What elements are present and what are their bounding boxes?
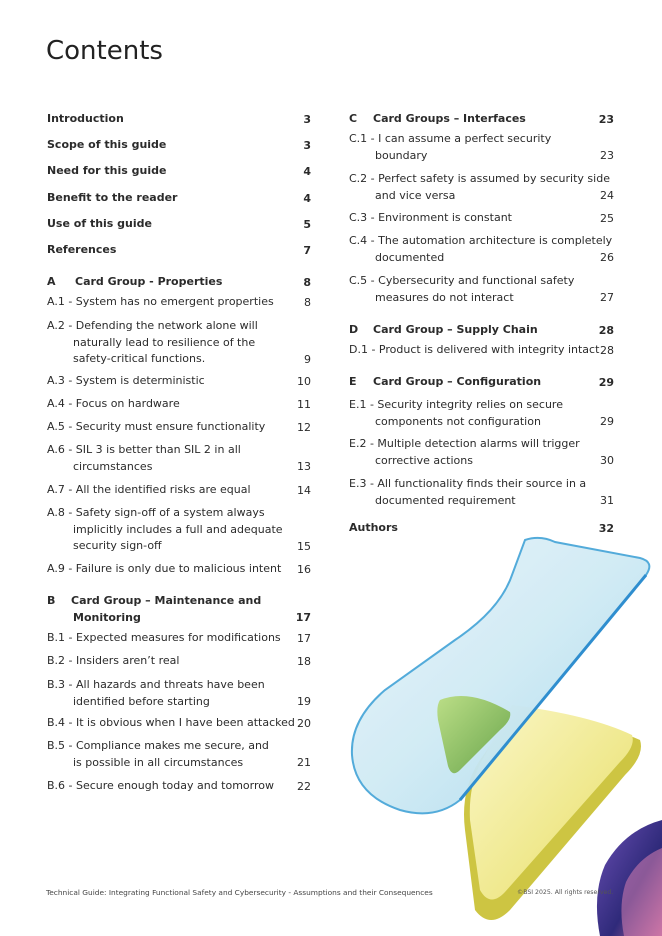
group-letter: B — [47, 594, 56, 607]
toc-entry-b4[interactable] — [47, 715, 311, 732]
toc-entry-e2[interactable] — [349, 436, 614, 469]
toc-entry-label: B.3 - All hazards and threats have been — [47, 678, 265, 691]
toc-entry-c4[interactable] — [349, 233, 614, 266]
decorative-glass-shapes-image — [340, 530, 662, 936]
toc-page-number: 22 — [297, 779, 311, 793]
footer-guide-title: Technical Guide: Integrating Functional Safety and Cybersecurity - Assumptions and their Consequences — [46, 888, 433, 897]
toc-entry-label: A.8 - Safety sign-off of a system always — [47, 506, 265, 519]
toc-entry-b1[interactable] — [47, 630, 311, 647]
toc-group-e[interactable] — [349, 374, 614, 391]
toc-page-number: 25 — [600, 211, 614, 225]
toc-entry-label: Need for this guide — [47, 164, 167, 177]
toc-entry-label-cont: documented requirement — [375, 493, 516, 507]
toc-entry-label: B.2 - Insiders aren’t real — [47, 654, 180, 667]
toc-page-number: 10 — [297, 374, 311, 388]
toc-entry-label: Introduction — [47, 112, 124, 125]
toc-entry-b2[interactable] — [47, 653, 311, 670]
toc-entry-d1[interactable] — [349, 342, 614, 359]
toc-entry-label: A.2 - Defending the network alone will — [47, 319, 258, 332]
toc-group-a[interactable] — [47, 274, 311, 291]
toc-entry-c3[interactable] — [349, 210, 614, 227]
toc-entry-label-cont: and vice versa — [375, 188, 456, 202]
page-title: Contents — [46, 36, 163, 66]
toc-entry-b5[interactable] — [47, 738, 311, 771]
toc-page-number: 13 — [297, 459, 311, 473]
toc-entry-label: Authors — [349, 521, 398, 534]
toc-entry-label: Card Group – Maintenance and — [71, 594, 262, 607]
footer-copyright: ©BSI 2025. All rights reserved. — [517, 889, 614, 896]
toc-entry-label-cont: components not configuration — [375, 414, 541, 428]
toc-group-d[interactable] — [349, 322, 614, 339]
toc-entry-need[interactable] — [47, 163, 311, 180]
toc-entry-a9[interactable] — [47, 561, 311, 578]
toc-page-number: 32 — [598, 521, 614, 535]
toc-page-number: 3 — [303, 138, 311, 152]
toc-entry-label: Card Group – Supply Chain — [373, 323, 538, 336]
toc-page-number: 29 — [598, 375, 614, 389]
toc-entry-label: B.6 - Secure enough today and tomorrow — [47, 779, 274, 792]
toc-page-number: 17 — [297, 631, 311, 645]
toc-entry-label: C.2 - Perfect safety is assumed by security side — [349, 172, 610, 185]
toc-entry-label: B.1 - Expected measures for modifications — [47, 631, 281, 644]
toc-entry-b3[interactable] — [47, 677, 311, 710]
toc-page-number: 23 — [598, 112, 614, 126]
toc-page-number: 4 — [303, 191, 311, 205]
toc-entry-label: A.9 - Failure is only due to malicious intent — [47, 562, 282, 575]
toc-entry-label-cont: measures do not interact — [375, 290, 514, 304]
toc-entry-label: E.2 - Multiple detection alarms will trigger — [349, 437, 580, 450]
toc-entry-label-cont: boundary — [375, 148, 428, 162]
toc-entry-label-cont: implicitly includes a full and adequate — [73, 522, 283, 536]
toc-entry-label-cont: naturally lead to resilience of the — [73, 335, 256, 349]
group-letter: E — [349, 375, 357, 388]
toc-entry-references[interactable] — [47, 242, 311, 259]
toc-entry-label-cont: corrective actions — [375, 453, 473, 467]
toc-entry-label: E.3 - All functionality finds their source in a — [349, 477, 587, 490]
toc-page-number: 12 — [297, 420, 311, 434]
toc-entry-label: C.1 - I can assume a perfect security — [349, 132, 552, 145]
toc-entry-a8[interactable] — [47, 505, 311, 555]
toc-entry-a4[interactable] — [47, 396, 311, 413]
toc-entry-label: A.1 - System has no emergent properties — [47, 295, 274, 308]
toc-entry-label: Card Group - Properties — [75, 275, 223, 288]
toc-entry-introduction[interactable] — [47, 111, 311, 128]
toc-entry-a6[interactable] — [47, 442, 311, 475]
toc-page-number: 30 — [600, 453, 614, 467]
toc-entry-label: References — [47, 243, 117, 256]
toc-entry-label: A.4 - Focus on hardware — [47, 397, 180, 410]
toc-entry-label: C.4 - The automation architecture is completely — [349, 234, 613, 247]
purple-ring-shape — [597, 820, 662, 936]
toc-entry-c1[interactable] — [349, 131, 614, 164]
toc-entry-label-cont: security sign-off — [73, 539, 162, 552]
toc-page-number: 8 — [304, 295, 311, 309]
toc-page-number: 11 — [297, 397, 311, 411]
toc-page-number: 24 — [600, 188, 614, 202]
toc-entry-label: Card Groups – Interfaces — [373, 112, 526, 125]
toc-page-number: 27 — [600, 290, 614, 304]
toc-entry-label-cont: circumstances — [73, 459, 153, 473]
toc-entry-label: A.5 - Security must ensure functionality — [47, 420, 266, 433]
toc-page-number: 29 — [600, 414, 614, 428]
toc-entry-label: B.5 - Compliance makes me secure, and — [47, 739, 269, 752]
toc-page-number: 8 — [303, 275, 311, 289]
toc-entry-label: Benefit to the reader — [47, 191, 178, 204]
toc-entry-use[interactable] — [47, 216, 311, 233]
toc-entry-a3[interactable] — [47, 373, 311, 390]
toc-page-number: 23 — [600, 148, 614, 162]
toc-entry-label: A.6 - SIL 3 is better than SIL 2 in all — [47, 443, 241, 456]
toc-entry-a1[interactable] — [47, 294, 311, 311]
toc-entry-scope[interactable] — [47, 137, 311, 154]
toc-page-number: 19 — [297, 694, 311, 708]
toc-entry-label: E.1 - Security integrity relies on secure — [349, 398, 563, 411]
toc-entry-e1[interactable] — [349, 397, 614, 430]
toc-entry-label-cont: is possible in all circumstances — [73, 755, 244, 769]
toc-group-c[interactable] — [349, 111, 614, 128]
toc-entry-label: C.3 - Environment is constant — [349, 211, 512, 224]
toc-entry-label: B.4 - It is obvious when I have been attacked — [47, 716, 295, 729]
toc-entry-label: A.7 - All the identified risks are equal — [47, 483, 251, 496]
toc-page-number: 18 — [297, 654, 311, 668]
group-letter: C — [349, 112, 358, 125]
toc-page-number: 7 — [303, 243, 311, 257]
toc-entry-label: Card Group – Configuration — [373, 375, 542, 388]
toc-entry-label: C.5 - Cybersecurity and functional safety — [349, 274, 575, 287]
toc-entry-a5[interactable] — [47, 419, 311, 436]
toc-entry-e3[interactable] — [349, 476, 614, 509]
toc-entry-b6[interactable] — [47, 778, 311, 795]
toc-page-number: 20 — [297, 716, 311, 730]
toc-page-number: 4 — [303, 164, 311, 178]
toc-group-b[interactable] — [47, 593, 311, 626]
toc-page-number: 16 — [297, 562, 311, 576]
toc-page-number: 15 — [297, 539, 311, 553]
toc-entry-c2[interactable] — [349, 171, 614, 204]
toc-entry-label: D.1 - Product is delivered with integrity intact — [349, 343, 600, 356]
toc-entry-a7[interactable] — [47, 482, 311, 499]
toc-entry-a2[interactable] — [47, 318, 311, 368]
group-letter: D — [349, 323, 359, 336]
toc-entry-label-cont: documented — [375, 250, 445, 264]
toc-entry-label-cont: Monitoring — [73, 610, 141, 624]
toc-entry-benefit[interactable] — [47, 190, 311, 207]
toc-entry-label: Scope of this guide — [47, 138, 167, 151]
toc-page-number: 9 — [304, 352, 311, 366]
toc-page-number: 14 — [297, 483, 311, 497]
toc-page-number: 3 — [303, 112, 311, 126]
toc-page-number: 31 — [600, 493, 614, 507]
toc-entry-label: A.3 - System is deterministic — [47, 374, 205, 387]
toc-page-number: 28 — [598, 323, 614, 337]
toc-entry-c5[interactable] — [349, 273, 614, 306]
toc-page-number: 28 — [600, 343, 614, 357]
group-letter: A — [47, 275, 56, 288]
toc-page-number: 26 — [600, 250, 614, 264]
toc-entry-label-cont: identified before starting — [73, 694, 210, 708]
toc-page-number: 5 — [303, 217, 311, 231]
toc-entry-label-cont: safety-critical functions. — [73, 352, 206, 365]
toc-page-number: 17 — [295, 610, 311, 624]
toc-entry-label: Use of this guide — [47, 217, 152, 230]
toc-page-number: 21 — [297, 755, 311, 769]
